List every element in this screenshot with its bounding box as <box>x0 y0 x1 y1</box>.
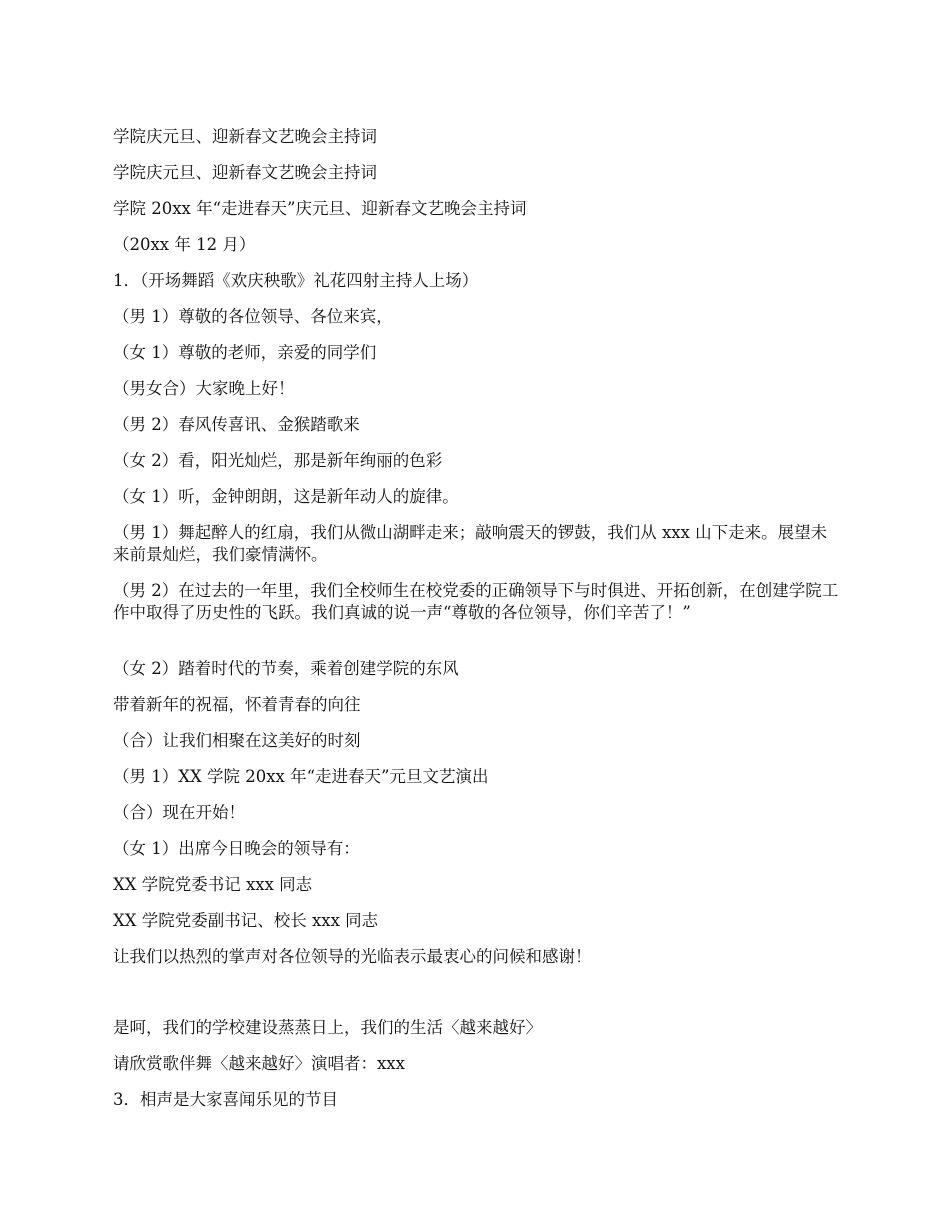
paragraph: （女 1）尊敬的老师，亲爱的同学们 <box>113 343 377 362</box>
doc-date: （20xx 年 12 月） <box>113 235 256 254</box>
paragraph: （合）让我们相聚在这美好的时刻 <box>113 731 361 750</box>
paragraph: （合）现在开始！ <box>113 803 245 822</box>
paragraph: （女 2）踏着时代的节奏，乘着创建学院的东风 <box>113 659 459 678</box>
paragraph: （男 2）在过去的一年里，我们全校师生在校党委的正确领导下与时俱进、开拓创新，在创建学院工作中取得了历史性的飞跃。我们真诚的说一声“尊敬的各位领导，你们辛苦了！” <box>113 581 839 622</box>
paragraph: （男 1）舞起醉人的红扇，我们从微山湖畔走来；敲响震天的锣鼓，我们从 xxx 山下走来。展望未来前景灿烂，我们豪情满怀。 <box>113 523 828 564</box>
paragraph: （女 1）听，金钟朗朗，这是新年动人的旋律。 <box>113 487 459 506</box>
section-3-heading: 3．相声是大家喜闻乐见的节目 <box>113 1090 338 1109</box>
paragraph: （男女合）大家晚上好！ <box>113 379 295 398</box>
doc-subtitle: 学院 20xx 年“走进春天”庆元旦、迎新春文艺晚会主持词 <box>113 199 527 218</box>
paragraph: 是呵，我们的学校建设蒸蒸日上，我们的生活〈越来越好〉 <box>113 1018 542 1037</box>
doc-title-line-2: 学院庆元旦、迎新春文艺晚会主持词 <box>113 163 377 182</box>
paragraph: （男 1）尊敬的各位领导、各位来宾， <box>113 307 393 326</box>
paragraph: XX 学院党委副书记、校长 xxx 同志 <box>113 911 379 930</box>
doc-title-line-1: 学院庆元旦、迎新春文艺晚会主持词 <box>113 127 377 146</box>
paragraph: （女 1）出席今日晚会的领导有： <box>113 839 360 858</box>
paragraph: （女 2）看，阳光灿烂，那是新年绚丽的色彩 <box>113 451 443 470</box>
paragraph: 让我们以热烈的掌声对各位领导的光临表示最衷心的问候和感谢！ <box>113 947 592 966</box>
paragraph: （男 2）春风传喜讯、金猴踏歌来 <box>113 415 360 434</box>
paragraph: XX 学院党委书记 xxx 同志 <box>113 875 313 894</box>
paragraph: （男 1）XX 学院 20xx 年“走进春天”元旦文艺演出 <box>113 767 489 786</box>
paragraph: 请欣赏歌伴舞〈越来越好〉演唱者：xxx <box>113 1054 405 1073</box>
paragraph: 带着新年的祝福，怀着青春的向往 <box>113 695 361 714</box>
section-1-heading: 1．（开场舞蹈《欢庆秧歌》礼花四射主持人上场） <box>113 271 479 290</box>
